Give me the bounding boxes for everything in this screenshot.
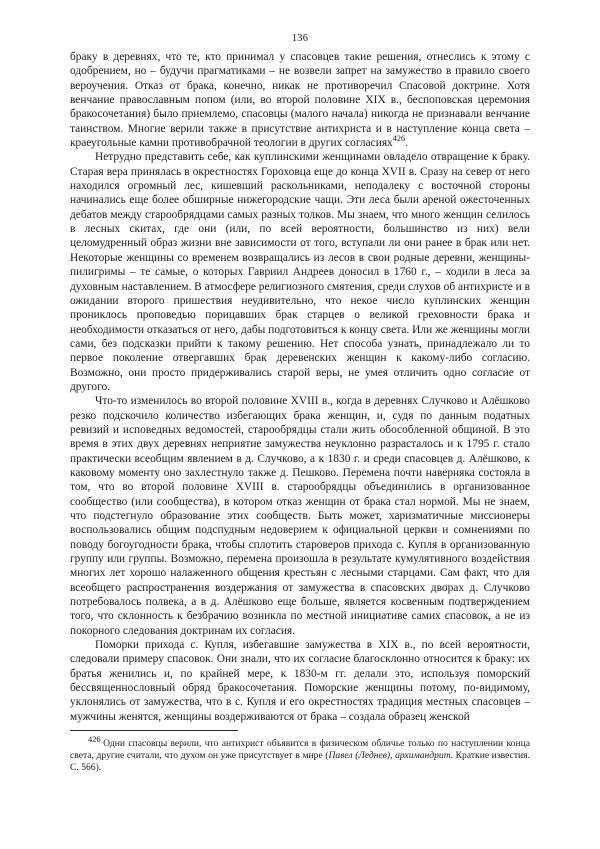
paragraph-1: [70, 50, 530, 150]
footnote-area: [70, 730, 530, 775]
footnote-separator-rule: [70, 730, 238, 731]
paragraph-1-end-punct: .: [405, 137, 408, 150]
body-text-block: [70, 50, 530, 724]
paragraph-1-text: браку в деревнях, что те, кто принимал у спасовцев такие решения, отнеслись к этому с одобрением, но – будучи прагматиками – не возвели запрет на замужество в правило своего вероучения. Отказ от брака, конечно, никак не противоречил Спасовой доктрине. Хотя венчание православным попом (или, во второй половине XIX в., беспоповская церемония бракосочетания) было приемлемо, спасовцы (малого начала) никогда не признавали венчание таинством. Многие верили также в присутствие антихриста и в наступление конца света – краеугольные камни противобрачной теологии в других согласиях: [70, 51, 530, 150]
footnote-reference-426[interactable]: 426: [392, 134, 406, 144]
footnote-number: 426: [88, 734, 101, 744]
footnote-citation-author: Павел (Леднев), архимандрит: [328, 750, 451, 762]
paragraph-3: Что-то изменилось во второй половине XVIII в., когда в деревнях Случково и Алёшково резко подскочило количество избегающих брака женщин, и, судя по данным податных ревизий и исповедных ведомостей, старообрядцы стали жить обособленной общиной. В это время в этих двух деревнях неприятие замужества неуклонно разрасталось и к 1795 г. стало практически всеобщим явлением в д. Случково, а к 1830 г. и среди спасовцев д. Алёшково, к каковому моменту оно захлестнуло также д. Пешково. Перемена почти наверняка состояла в том, что во второй половине XVIII в. старообрядцы объединились в организованное сообщество (или сообщества), в котором отказ женщин от брака стал нормой. Мы не знаем, что подстегнуло образование этих сообществ. Быть может, харизматичные миссионеры воспользовались общим подспудным недоверием к официальной церкви и сомнениями по поводу богоугодности брака, чтобы сплотить староверов прихода с. Купля в организованную группу или группы. Возможно, перемена произошла в результате кумулятивного воздействия многих лет хорошо налаженного общения крестьян с лесными старцами. Сам факт, что для всеобщего распространения воздержания от замужества в спасовских дворах д. Случково потребовалось полвека, а в д. Алёшково еще больше, является косвенным подтверждением того, что склонность к безбрачию возникла по местной инициативе самих спасовок, а не из покорного следования доктринам их согласия.: [70, 395, 530, 637]
footnote-text-part-2: . Краткие известия. С. 566).: [70, 750, 530, 774]
paragraph-4: Поморки прихода с. Купля, избегавшие замужества в XIX в., по всей вероятности, следовали примеру спасовок. Они знали, что их согласие благосклонно относится к браку: их братья женились и, по крайней мере, к 1830-м гг. делали это, используя поморский бессвященнословный обряд бракосочетания. Поморские женщины потому, по-видимому, уклонялись от замужества, что в с. Купля и его окрестностях традиция местных спасовцев – мужчины женятся, женщины воздерживаются от брака – создала образец женской: [70, 639, 530, 723]
page-number: 136: [291, 33, 309, 44]
footnote-426: [70, 734, 530, 775]
footnote-text-part-1: Одни спасовцы верили, что антихрист объявится в физическом обличье только по наступлении конца света, другие считали, что духом он уже присутствует в мире (: [70, 738, 530, 762]
paragraph-2: Нетрудно представить себе, как куплинскими женщинами овладело отвращение к браку. Старая вера принялась в окрестностях Гороховца еще до конца XVII в. Сразу на север от него находился огромный лес, кишевший раскольниками, неподалеку с восточной стороны начинались еще более обширные нижегородские чащи. Эти леса были ареной ожесточенных дебатов между старообрядцами самых разных толков. Мы знаем, что много женщин селилось в лесных скитах, где они (или, по всей вероятности, большинство из них) вели целомудренный образ жизни вне зависимости от того, вступали ли они ранее в брак или нет. Некоторые женщины со временем возвращались из лесов в свои родные деревни, женщины-пилигримы – те самые, о которых Гавриил Андреев доносил в 1760 г., – ходили в леса за духовным наставлением. В атмосфере религиозного смятения, среди слухов об антихристе и в ожидании второго пришествия неудивительно, что некое число куплинских женщин прониклось проповедью порицавших брак старцев о великой греховности брака и необходимости отказаться от него, дабы подготовиться к концу света. Или же женщины могли сами, без подсказки прийти к такому решению. Нет способа узнать, принадлежало ли то первое поколение отвергавших брак деревенских женщин к какому-либо согласию. Возможно, они просто придерживались старой веры, не умея отличить одно согласие от другого.: [70, 151, 530, 393]
